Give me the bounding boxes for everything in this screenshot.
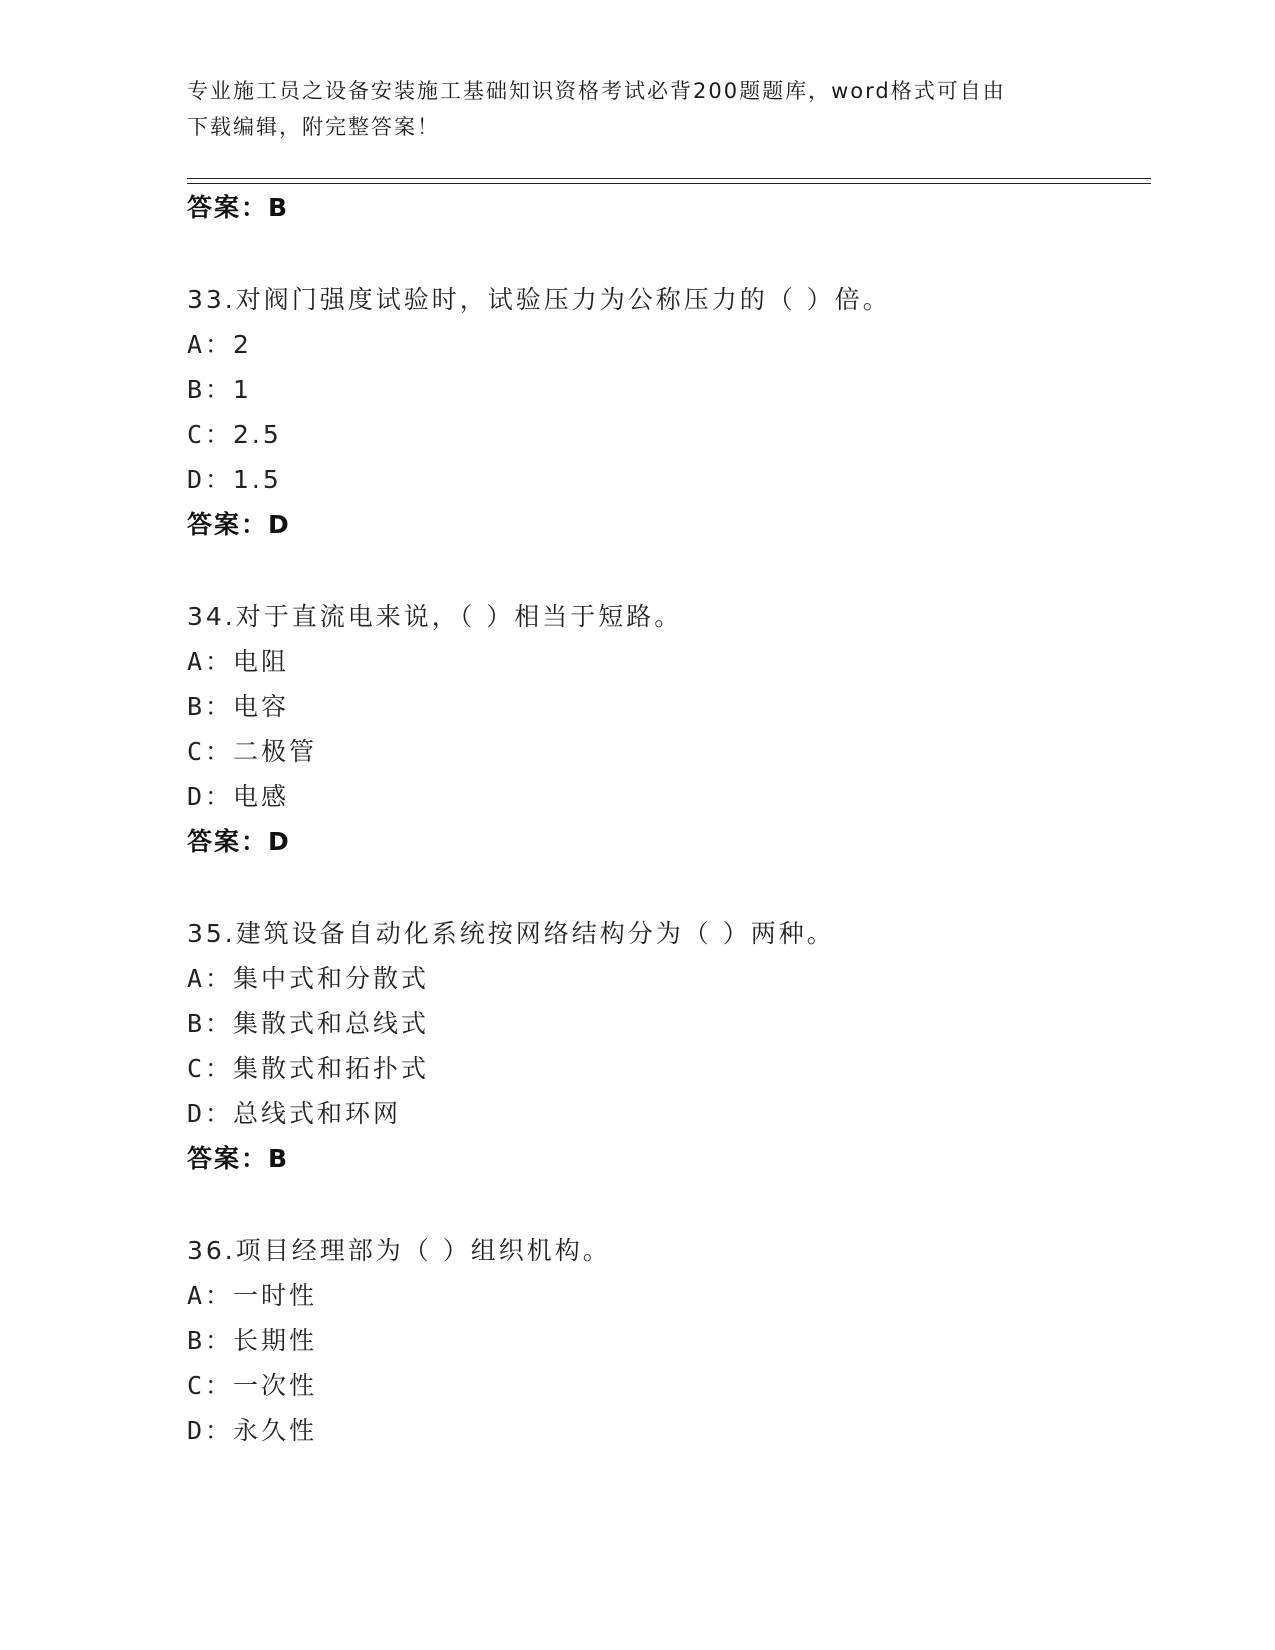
option-text: 1.5 [233, 465, 282, 494]
question-36-option-c [187, 1370, 317, 1402]
question-35-option-a [187, 963, 429, 995]
option-text: 集中式和分散式 [233, 964, 430, 993]
option-text: 一次性 [233, 1371, 318, 1400]
option-letter: B： [187, 692, 234, 721]
option-text: 集散式和总线式 [233, 1009, 430, 1038]
question-33-option-b [187, 374, 252, 406]
question-33-option-a [187, 329, 252, 361]
document-header [187, 73, 1067, 145]
question-35-option-b [187, 1008, 429, 1040]
option-text: 2.5 [233, 420, 282, 449]
option-letter: D： [187, 782, 234, 811]
question-33-option-c [187, 419, 282, 451]
option-letter: B： [187, 1326, 234, 1355]
question-35-option-d [187, 1098, 401, 1130]
header-line-1: 专业施工员之设备安装施工基础知识资格考试必背200题题库，word格式可自由 [187, 79, 1006, 103]
option-letter: A： [187, 647, 234, 676]
option-letter: B： [187, 375, 234, 404]
question-34-option-b [187, 691, 289, 723]
option-text: 一时性 [233, 1281, 318, 1310]
question-34-option-d [187, 781, 289, 813]
option-text: 总线式和环网 [233, 1099, 402, 1128]
option-letter: A： [187, 1281, 234, 1310]
option-text: 1 [233, 375, 252, 404]
header-divider-top [187, 178, 1151, 179]
header-line-2: 下载编辑，附完整答案！ [187, 115, 440, 139]
option-text: 长期性 [233, 1326, 318, 1355]
question-34-option-a [187, 646, 289, 678]
option-letter: D： [187, 465, 234, 494]
option-letter: C： [187, 420, 234, 449]
option-letter: A： [187, 964, 234, 993]
option-letter: C： [187, 1054, 234, 1083]
question-36-option-b [187, 1325, 317, 1357]
option-text: 电容 [233, 692, 290, 721]
option-text: 永久性 [233, 1416, 318, 1445]
option-text: 电阻 [233, 647, 290, 676]
question-33-option-d [187, 464, 282, 496]
option-letter: A： [187, 330, 234, 359]
header-divider-bottom [187, 183, 1151, 184]
question-33-answer: 答案：D [187, 510, 291, 539]
option-text: 电感 [233, 782, 290, 811]
question-34-option-c [187, 736, 317, 768]
question-35-answer: 答案：B [187, 1144, 290, 1173]
option-letter: D： [187, 1416, 234, 1445]
question-36-option-a [187, 1280, 317, 1312]
option-letter: B： [187, 1009, 234, 1038]
question-34-answer: 答案：D [187, 827, 291, 856]
question-35-stem: 35.建筑设备自动化系统按网络结构分为（ ）两种。 [187, 919, 835, 948]
option-letter: C： [187, 737, 234, 766]
question-36-option-d [187, 1415, 317, 1447]
question-33-stem: 33.对阀门强度试验时，试验压力为公称压力的（ ）倍。 [187, 285, 891, 314]
question-34-stem: 34.对于直流电来说，（ ）相当于短路。 [187, 602, 683, 631]
previous-answer: 答案：B [187, 193, 290, 222]
question-35-option-c [187, 1053, 429, 1085]
option-letter: C： [187, 1371, 234, 1400]
option-text: 2 [233, 330, 252, 359]
question-36-stem: 36.项目经理部为（ ）组织机构。 [187, 1236, 611, 1265]
option-letter: D： [187, 1099, 234, 1128]
option-text: 二极管 [233, 737, 318, 766]
option-text: 集散式和拓扑式 [233, 1054, 430, 1083]
